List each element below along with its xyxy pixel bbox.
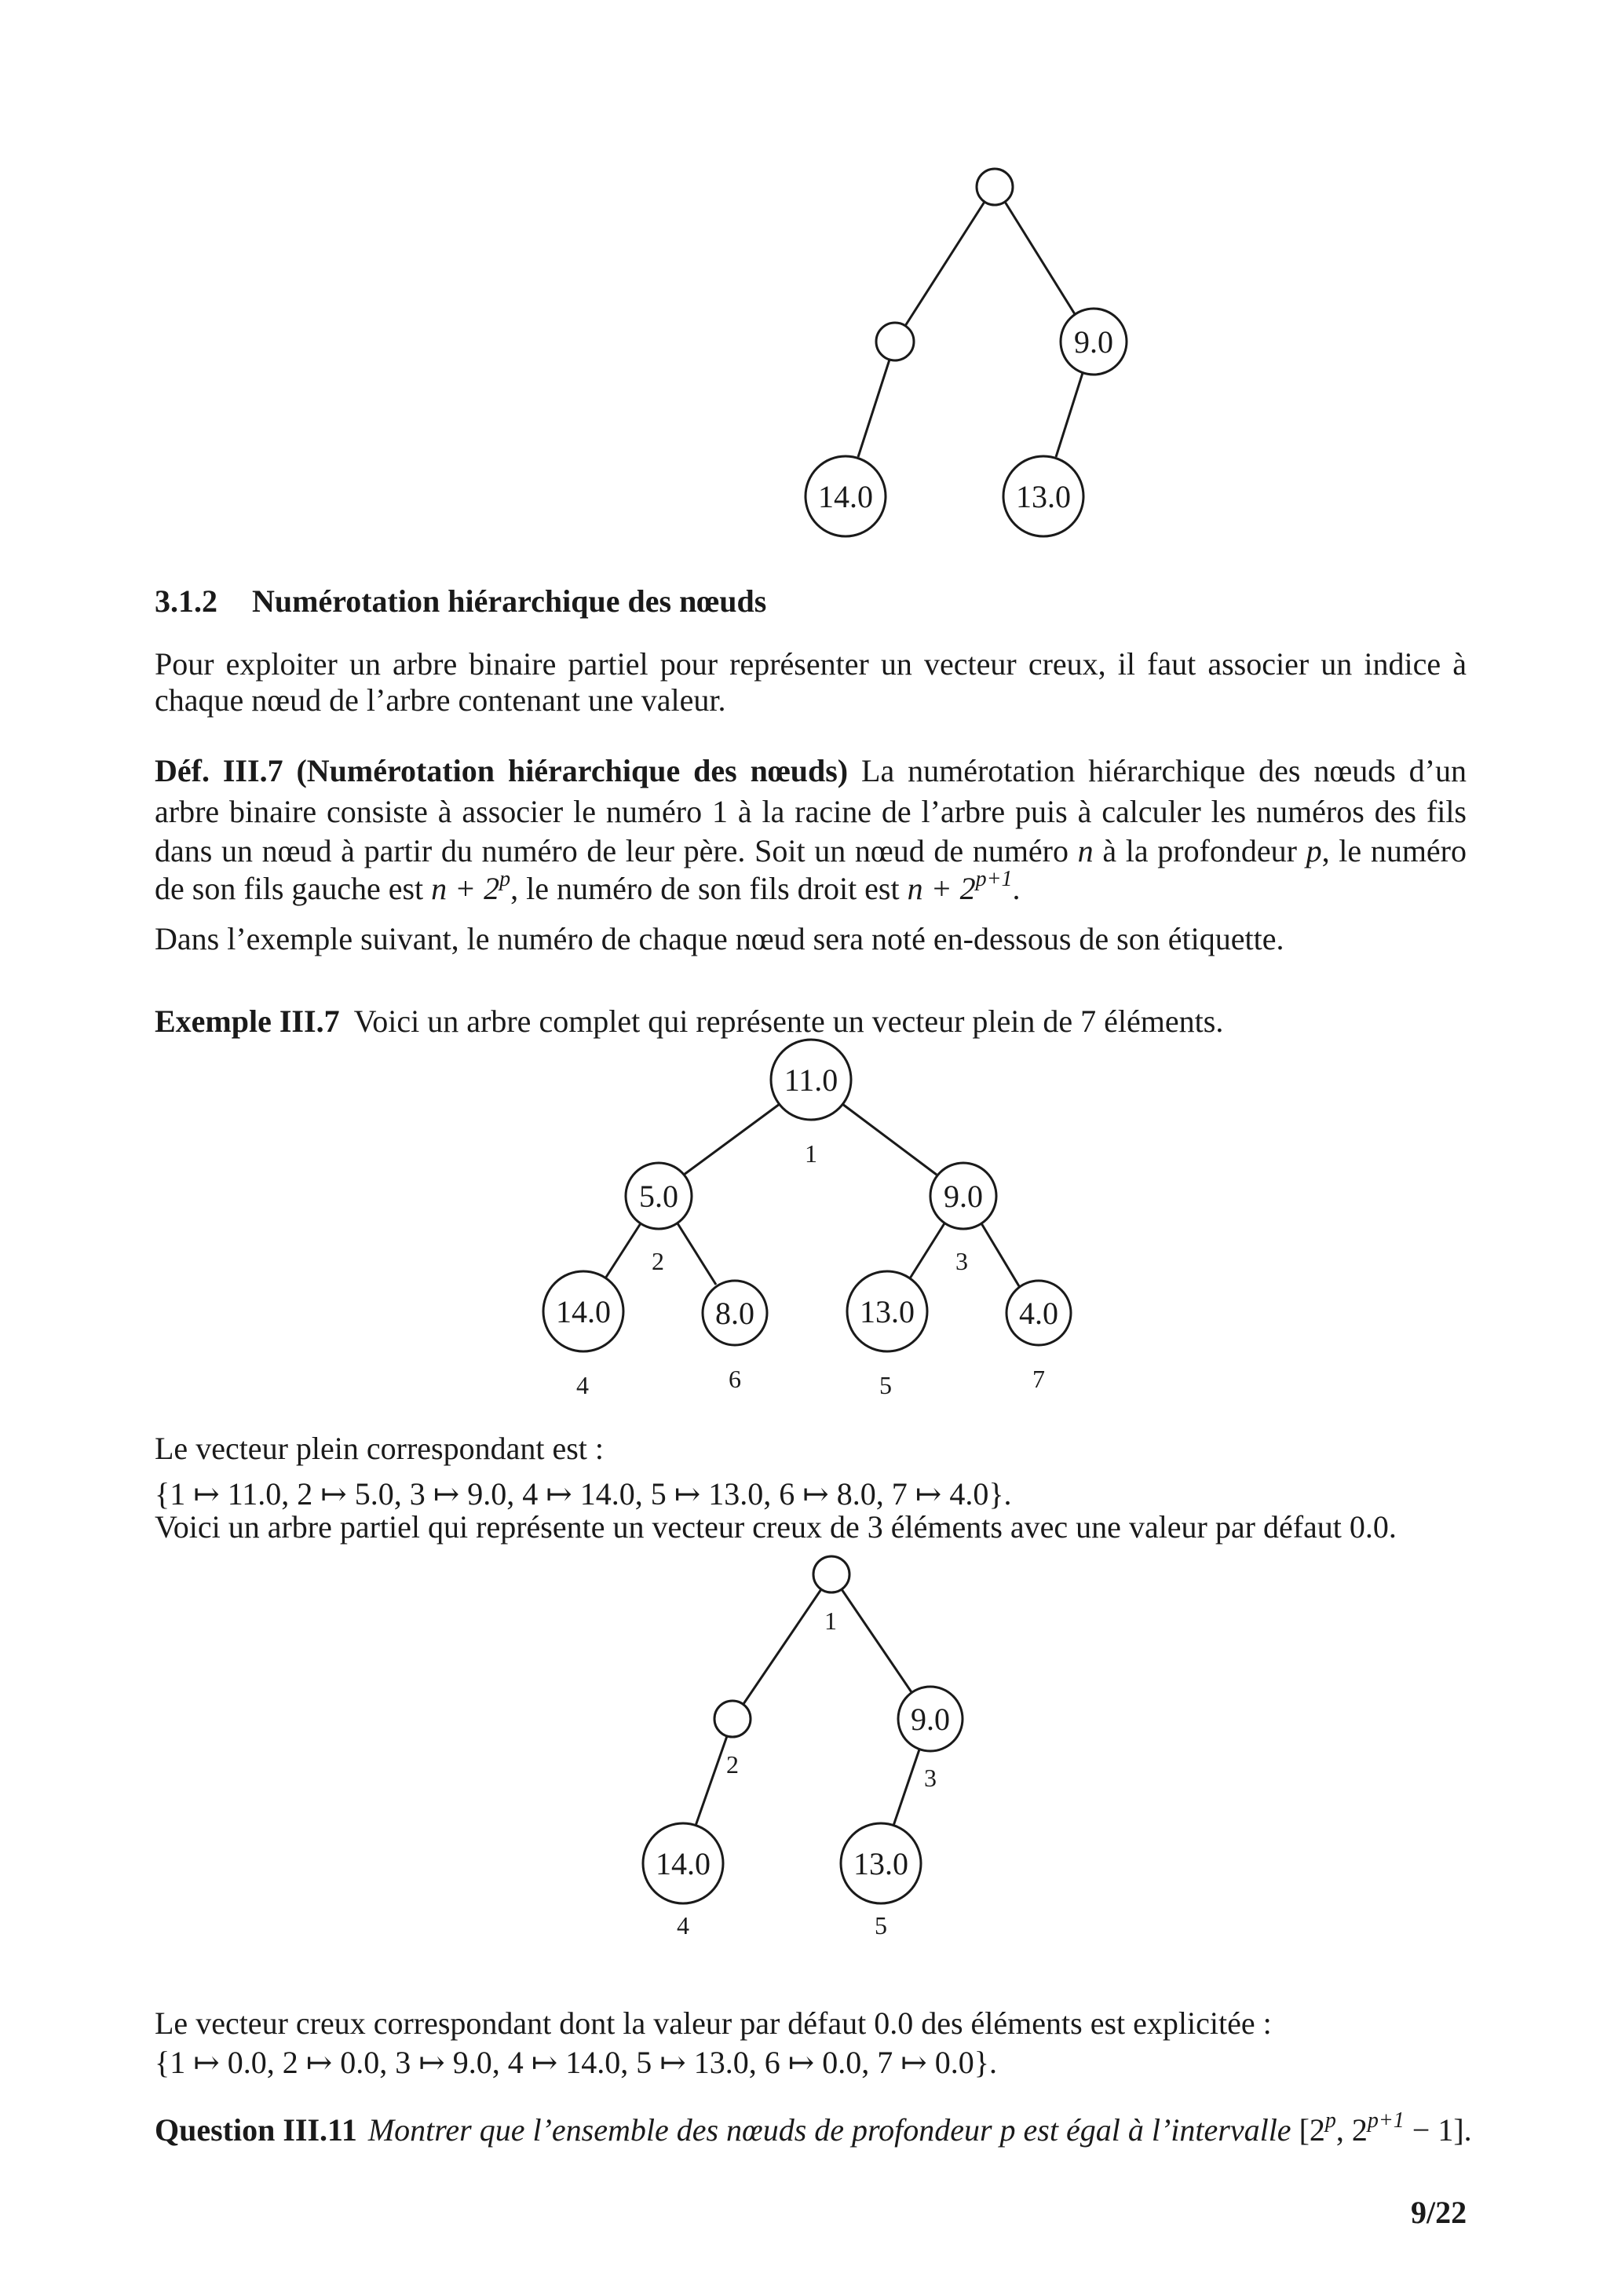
full-vector-intro: Le vecteur plein correspondant est : [155,1431,604,1466]
edge [696,1736,727,1826]
formula-left-child: $n + 2^p$ [431,866,511,906]
math-var-n: n [1077,833,1094,868]
definition-text: La numérotation hiérarchique des nœuds d’un [861,753,1467,788]
math-var-p: p [1306,833,1322,868]
intro-line-2: chaque nœud de l’arbre contenant une valeur. [155,682,726,718]
sparse-vector-intro [155,2005,1272,2041]
node-label: 4.0 [1019,1296,1058,1331]
intro-line-1: Pour exploiter un arbre binaire partiel pour représenter un vecteur creux, il faut associer un indice à [155,646,1467,682]
node-label: 13.0 [1016,479,1071,514]
definition-line-4: de son fils gauche est $n + 2^p$, le numéro de son fils droit est $n + 2^{p+1}$. [155,866,1021,906]
node-number: 4 [677,1911,689,1940]
interval-formula: [2$^p$, $2^{p+1} - 1$]. [1299,2108,1472,2148]
node-number: 7 [1032,1365,1045,1393]
edge [893,1749,919,1826]
node-number: 3 [955,1247,968,1275]
text: à la profondeur [1102,833,1297,868]
node-label: 11.0 [784,1062,838,1098]
node-number: 5 [875,1911,887,1940]
example-label: Exemple III.7 [155,1004,340,1039]
edge [842,1589,911,1692]
text: de son fils gauche est [155,871,424,906]
node-number: 4 [576,1371,589,1399]
node-number: 2 [726,1750,739,1779]
tree-node-2 [714,1701,751,1737]
default-value: 0.0 [874,2005,914,2041]
node-label: 13.0 [860,1294,915,1329]
node-number: 2 [652,1247,664,1275]
text: Voici un arbre partiel qui représente un vecteur creux de 3 éléments avec une valeur par défaut [155,1509,1342,1545]
default-value: 0.0 [1349,1509,1389,1545]
node-number: 1 [805,1139,817,1168]
node-label: 13.0 [853,1846,908,1881]
partial-tree-intro: Voici un arbre partiel qui représente un vecteur creux de 3 éléments avec une valeur par défaut 0.0. [155,1509,1397,1545]
question-label: Question III.11 [155,2112,357,2148]
section-number: 3.1.2 [155,583,217,619]
question-text: Montrer que l’ensemble des nœuds de profondeur p est égal à l’intervalle [367,2112,1291,2148]
node-label: 5.0 [639,1179,678,1214]
node-label: 14.0 [556,1294,611,1329]
node-label: 9.0 [944,1179,983,1214]
formula-right-child: $n + 2^{p+1}$ [907,866,1013,906]
text: des éléments est explicitée : [921,2005,1272,2041]
node-label: 8.0 [715,1296,754,1331]
definition-label: Déf. III.7 (Numérotation hiérarchique des nœuds) [155,753,849,788]
example-text: Voici un arbre complet qui représente un vecteur plein de 7 éléments. [353,1004,1224,1039]
node-label: 9.0 [1074,324,1113,360]
node-number: 1 [824,1607,837,1635]
full-vector-value: {1 ↦ 11.0, 2 ↦ 5.0, 3 ↦ 9.0, 4 ↦ 14.0, 5 ↦ 13.0, 6 ↦ 8.0, 7 ↦ 4.0}. [155,1476,1012,1512]
sparse-vector-value: {1 ↦ 0.0, 2 ↦ 0.0, 3 ↦ 9.0, 4 ↦ 14.0, 5 ↦ 13.0, 6 ↦ 0.0, 7 ↦ 0.0}. [155,2045,998,2080]
edge [743,1589,821,1704]
text: dans un nœud à partir du numéro de leur père. Soit un nœud de numéro [155,833,1069,868]
text: Le vecteur creux correspondant dont la valeur par défaut [155,2005,867,2041]
note-text: Dans l’exemple suivant, le numéro de chaque nœud sera noté en-dessous de son étiquette. [155,921,1284,956]
text: , le numéro [1321,833,1467,868]
node-label: 9.0 [911,1702,950,1737]
definition-line-2: arbre binaire consiste à associer le numéro 1 à la racine de l’arbre puis à calculer les numéros des fils [155,794,1467,829]
node-label: 14.0 [818,479,873,514]
tree-node-1 [813,1556,849,1592]
node-number: 6 [729,1365,741,1393]
page-number: 9/22 [1411,2195,1467,2230]
node-label: 14.0 [656,1846,711,1881]
node-number: 5 [879,1371,892,1399]
section-title: Numérotation hiérarchique des nœuds [252,583,767,619]
node-number: 3 [924,1764,937,1792]
text: , le numéro de son fils droit est [510,871,900,906]
question-line [155,2108,1472,2148]
